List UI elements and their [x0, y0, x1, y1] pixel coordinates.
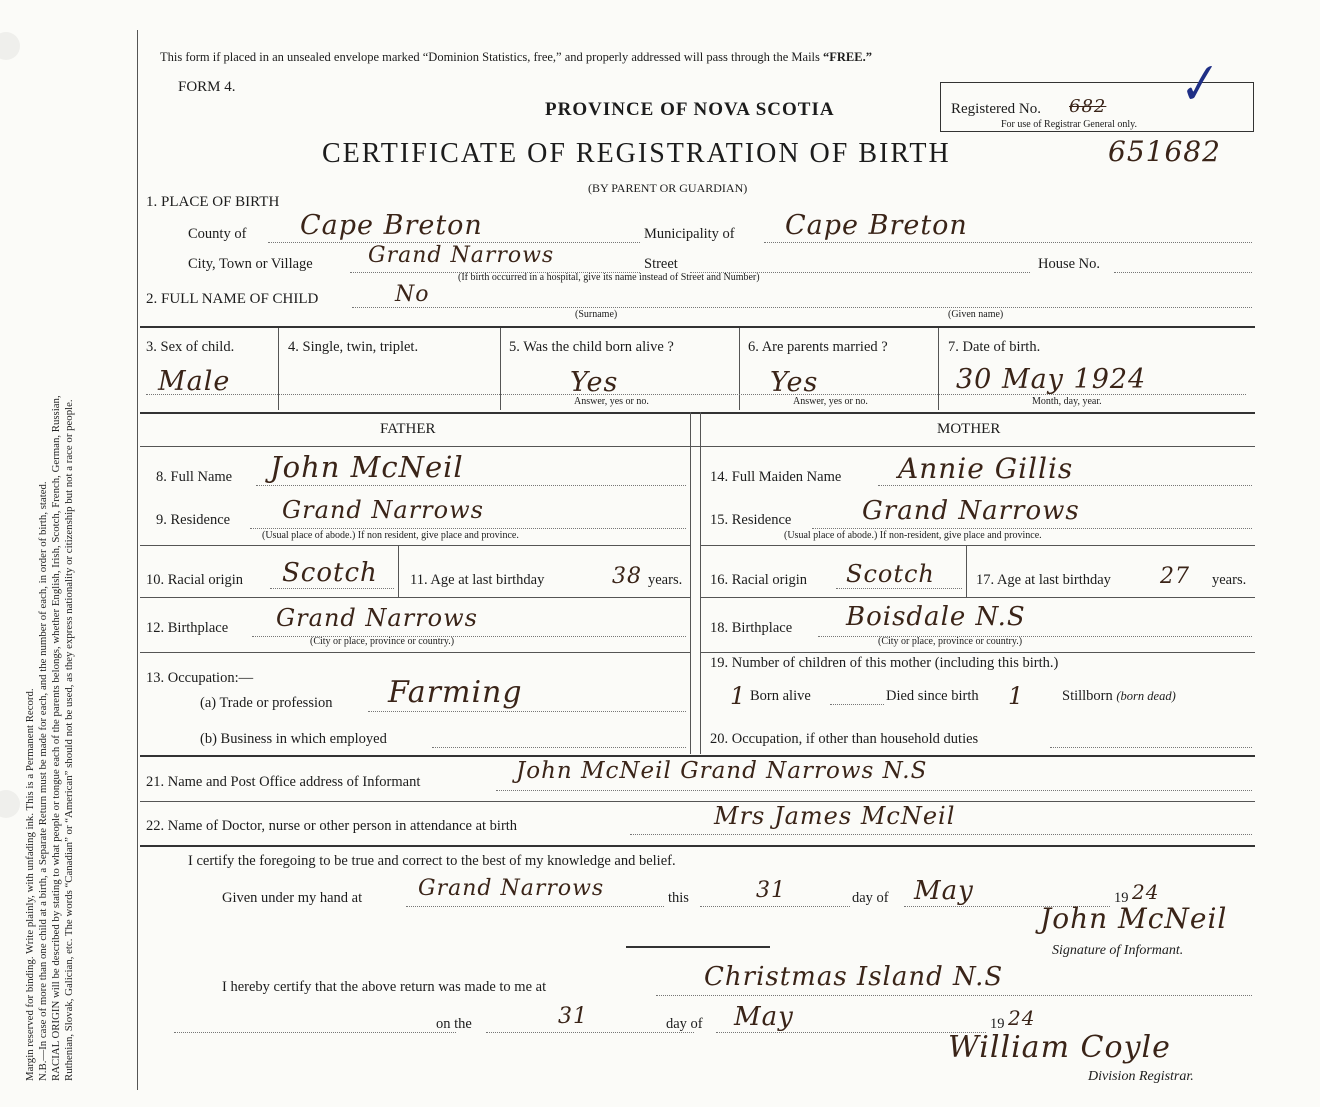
- certify-month-value: May: [914, 876, 974, 906]
- separator-line: [626, 946, 770, 948]
- form-number: FORM 4.: [178, 79, 236, 95]
- registrar-month-value: May: [734, 1002, 794, 1032]
- mother-died-value: 1: [1008, 682, 1025, 710]
- house-line: [1114, 272, 1252, 273]
- punch-hole-top: [0, 32, 20, 60]
- mother-stillborn-label: [1062, 688, 1176, 705]
- mother-birthplace-label: 18. Birthplace: [710, 620, 793, 636]
- mother-name-label: 14. Full Maiden Name: [710, 469, 842, 485]
- father-race-line: [270, 588, 394, 589]
- municipality-line: [764, 242, 1252, 243]
- rule-above-row3: [140, 326, 1255, 328]
- surname-caption: (Surname): [575, 309, 618, 320]
- mother-born-alive-value: 1: [730, 682, 747, 710]
- date-of-birth-label: 7. Date of birth.: [948, 339, 1041, 355]
- given-name-caption: (Given name): [948, 309, 1004, 320]
- certificate-title: CERTIFICATE OF REGISTRATION OF BIRTH: [322, 138, 951, 169]
- rule-above-certify: [140, 845, 1255, 847]
- mother-race-label: 16. Racial origin: [710, 572, 808, 588]
- mother-age-value: 27: [1160, 564, 1190, 589]
- mother-residence-label: 15. Residence: [710, 512, 792, 528]
- certify-given-line: [406, 906, 664, 907]
- father-business-line: [432, 747, 686, 748]
- registered-note: For use of Registrar General only.: [1001, 119, 1137, 130]
- father-name-label: 8. Full Name: [156, 469, 233, 485]
- born-alive-value: Yes: [570, 367, 619, 398]
- registrar-day-of-label: day of: [666, 1016, 703, 1032]
- side-note-line: RACIAL ORIGIN will be described by stating to what people or tongue each of the parents belongs, whether English, Irish, Scotch, French, German, Russian,: [50, 395, 62, 1081]
- mother-heading: MOTHER: [937, 421, 1001, 437]
- parents-married-caption: Answer, yes or no.: [793, 396, 868, 407]
- father-age-label: 11. Age at last birthday: [410, 572, 545, 588]
- mother-children-label: 19. Number of children of this mother (including this birth.): [710, 655, 1059, 671]
- registrar-on-the-label: on the: [436, 1016, 472, 1032]
- father-residence-value: Grand Narrows: [282, 496, 484, 524]
- place-of-birth-heading: 1. PLACE OF BIRTH: [146, 194, 280, 210]
- informant-signature: John McNeil: [1040, 902, 1228, 935]
- side-note-line: N.B.—In case of more than one child at a birth, a Separate Return must be made for each, and the number of each, in order of birth, stated.: [37, 481, 49, 1081]
- parents-married-value: Yes: [770, 367, 819, 398]
- father-race-divider: [398, 545, 399, 597]
- father-rule-1: [140, 545, 690, 546]
- sex-label: 3. Sex of child.: [146, 339, 235, 355]
- father-trade-line: [368, 711, 686, 712]
- county-value: Cape Breton: [300, 210, 483, 241]
- rule-below-parent-headings: [140, 446, 1255, 447]
- city-label: City, Town or Village: [188, 256, 313, 272]
- father-rule-2: [140, 597, 690, 598]
- registrar-day-line: [486, 1032, 694, 1033]
- mother-birthplace-value: Boisdale N.S: [846, 602, 1026, 632]
- father-name-value: John McNeil: [270, 450, 464, 484]
- mother-name-line: [878, 485, 1252, 486]
- child-name-label: 2. FULL NAME OF CHILD: [146, 291, 319, 307]
- father-rule-3: [140, 652, 690, 653]
- certify-statement: I certify the foregoing to be true and correct to the best of my knowledge and belief.: [188, 853, 676, 869]
- mother-residence-caption: (Usual place of abode.) If non-resident, give place and province.: [784, 530, 1042, 541]
- certificate-subtitle: (BY PARENT OR GUARDIAN): [588, 181, 748, 195]
- certify-this-label: this: [668, 890, 689, 906]
- father-name-line: [256, 485, 686, 486]
- father-race-value: Scotch: [282, 558, 378, 588]
- father-trade-label: (a) Trade or profession: [200, 695, 333, 711]
- mother-race-line: [836, 588, 962, 589]
- rule-above-informant: [140, 755, 1255, 757]
- registrar-signature-caption: Division Registrar.: [1088, 1069, 1194, 1084]
- row3-divider-3: [739, 328, 740, 410]
- father-heading: FATHER: [380, 421, 436, 437]
- mother-name-value: Annie Gillis: [898, 452, 1074, 485]
- father-years-label: years.: [648, 572, 683, 588]
- father-residence-label: 9. Residence: [156, 512, 231, 528]
- registrar-year-value: 24: [1008, 1006, 1036, 1030]
- born-alive-label: 5. Was the child born alive ?: [509, 339, 674, 355]
- mother-rule-3: [700, 652, 1255, 653]
- mother-stillborn-note: (born dead): [1116, 689, 1176, 703]
- registrar-year-prefix: 19: [990, 1016, 1005, 1032]
- registrar-place-value: Christmas Island N.S: [704, 962, 1004, 992]
- father-race-label: 10. Racial origin: [146, 572, 244, 588]
- informant-line: [496, 790, 1252, 791]
- binding-margin-line: [137, 30, 138, 1090]
- registered-check-mark: ✓: [1168, 51, 1224, 119]
- municipality-label: Municipality of: [644, 226, 735, 242]
- mother-birthplace-caption: (City or place, province or country.): [878, 636, 1023, 647]
- hospital-note: (If birth occurred in a hospital, give its name instead of Street and Number): [458, 272, 760, 283]
- registered-handwritten-number: 651682: [1108, 135, 1221, 168]
- rule-above-parents: [140, 412, 1255, 414]
- mother-rule-1: [700, 545, 1255, 546]
- registrar-signature: William Coyle: [948, 1030, 1171, 1065]
- mother-occupation-line: [1050, 747, 1252, 748]
- doctor-label: 22. Name of Doctor, nurse or other person in attendance at birth: [146, 818, 518, 834]
- municipality-value: Cape Breton: [785, 210, 968, 241]
- province-heading: PROVINCE OF NOVA SCOTIA: [545, 99, 835, 120]
- mother-born-alive-line: [830, 704, 884, 705]
- certify-day-value: 31: [756, 878, 786, 903]
- mother-age-label: 17. Age at last birthday: [976, 572, 1111, 588]
- county-label: County of: [188, 226, 247, 242]
- informant-label: 21. Name and Post Office address of Informant: [146, 774, 421, 790]
- doctor-line: [630, 834, 1252, 835]
- mother-race-value: Scotch: [846, 560, 935, 588]
- father-occupation-label: 13. Occupation:—: [146, 670, 254, 686]
- certify-year-value: 24: [1132, 880, 1160, 904]
- father-birthplace-caption: (City or place, province or country.): [310, 636, 455, 647]
- date-of-birth-value: 30 May 1924: [956, 364, 1147, 395]
- punch-hole-middle: [0, 790, 20, 818]
- born-alive-caption: Answer, yes or no.: [574, 396, 649, 407]
- registrar-statement: I hereby certify that the above return was made to me at: [222, 979, 547, 995]
- mother-race-divider: [966, 545, 967, 597]
- mother-residence-value: Grand Narrows: [862, 496, 1080, 526]
- city-value: Grand Narrows: [368, 243, 555, 268]
- registered-label: Registered No.: [951, 101, 1041, 117]
- row3-baseline: [146, 394, 1246, 395]
- mother-residence-line: [812, 528, 1252, 529]
- father-birthplace-label: 12. Birthplace: [146, 620, 229, 636]
- certify-day-of-label: day of: [852, 890, 889, 906]
- registrar-day-value: 31: [558, 1004, 588, 1029]
- registrar-place-line: [656, 995, 1252, 996]
- mother-occupation-label: 20. Occupation, if other than household duties: [710, 731, 979, 747]
- row3-divider-2: [500, 328, 501, 410]
- registrar-leading-line: [174, 1032, 456, 1033]
- mother-died-label: Died since birth: [886, 688, 979, 704]
- side-note-line: Margin reserved for binding. Write plainly, with unfading ink. This is a Permanent Record.: [24, 688, 36, 1081]
- informant-value: John McNeil Grand Narrows N.S: [516, 758, 928, 784]
- sex-value: Male: [158, 366, 231, 397]
- child-name-value: No: [395, 282, 430, 307]
- father-business-label: (b) Business in which employed: [200, 731, 387, 747]
- mother-born-alive-label: Born alive: [750, 688, 811, 704]
- registered-struck-value: 682: [1069, 96, 1107, 117]
- father-residence-caption: (Usual place of abode.) If non resident, give place and province.: [262, 530, 519, 541]
- house-label: House No.: [1038, 256, 1101, 272]
- mother-left-border: [700, 412, 701, 754]
- mail-notice: This form if placed in an unsealed envelope marked “Dominion Statistics, free,” and properly addressed will pass through the Mails “FREE.”: [160, 50, 872, 64]
- certify-day-line: [700, 906, 850, 907]
- father-residence-line: [250, 528, 686, 529]
- single-twin-label: 4. Single, twin, triplet.: [288, 339, 419, 355]
- row3-divider-1: [278, 328, 279, 410]
- mother-years-label: years.: [1212, 572, 1247, 588]
- doctor-value: Mrs James McNeil: [714, 802, 956, 830]
- registrar-month-line: [716, 1032, 986, 1033]
- child-name-line: [352, 307, 1252, 308]
- row3-divider-4: [938, 328, 939, 410]
- date-of-birth-caption: Month, day, year.: [1032, 396, 1102, 407]
- mother-stillborn-text: Stillborn: [1062, 688, 1113, 704]
- parents-married-label: 6. Are parents married ?: [748, 339, 888, 355]
- father-right-border: [690, 412, 691, 754]
- father-trade-value: Farming: [388, 675, 523, 710]
- certify-given-label: Given under my hand at: [222, 890, 363, 906]
- mail-notice-free: “FREE.”: [823, 50, 872, 64]
- rule-above-doctor: [140, 801, 1255, 802]
- street-label: Street: [644, 256, 678, 272]
- informant-signature-caption: Signature of Informant.: [1052, 943, 1184, 958]
- mother-rule-2: [700, 597, 1255, 598]
- certify-year-prefix: 19: [1114, 890, 1129, 906]
- side-note-line: Ruthenian, Slovak, Galician, etc. The words “Canadian” or “American” should not be used, as they express nationality or citizenship but not a race or people.: [63, 399, 75, 1081]
- side-margin-notes: [24, 61, 76, 1081]
- father-age-value: 38: [612, 564, 642, 589]
- certify-given-place: Grand Narrows: [418, 876, 605, 901]
- father-birthplace-value: Grand Narrows: [276, 604, 478, 632]
